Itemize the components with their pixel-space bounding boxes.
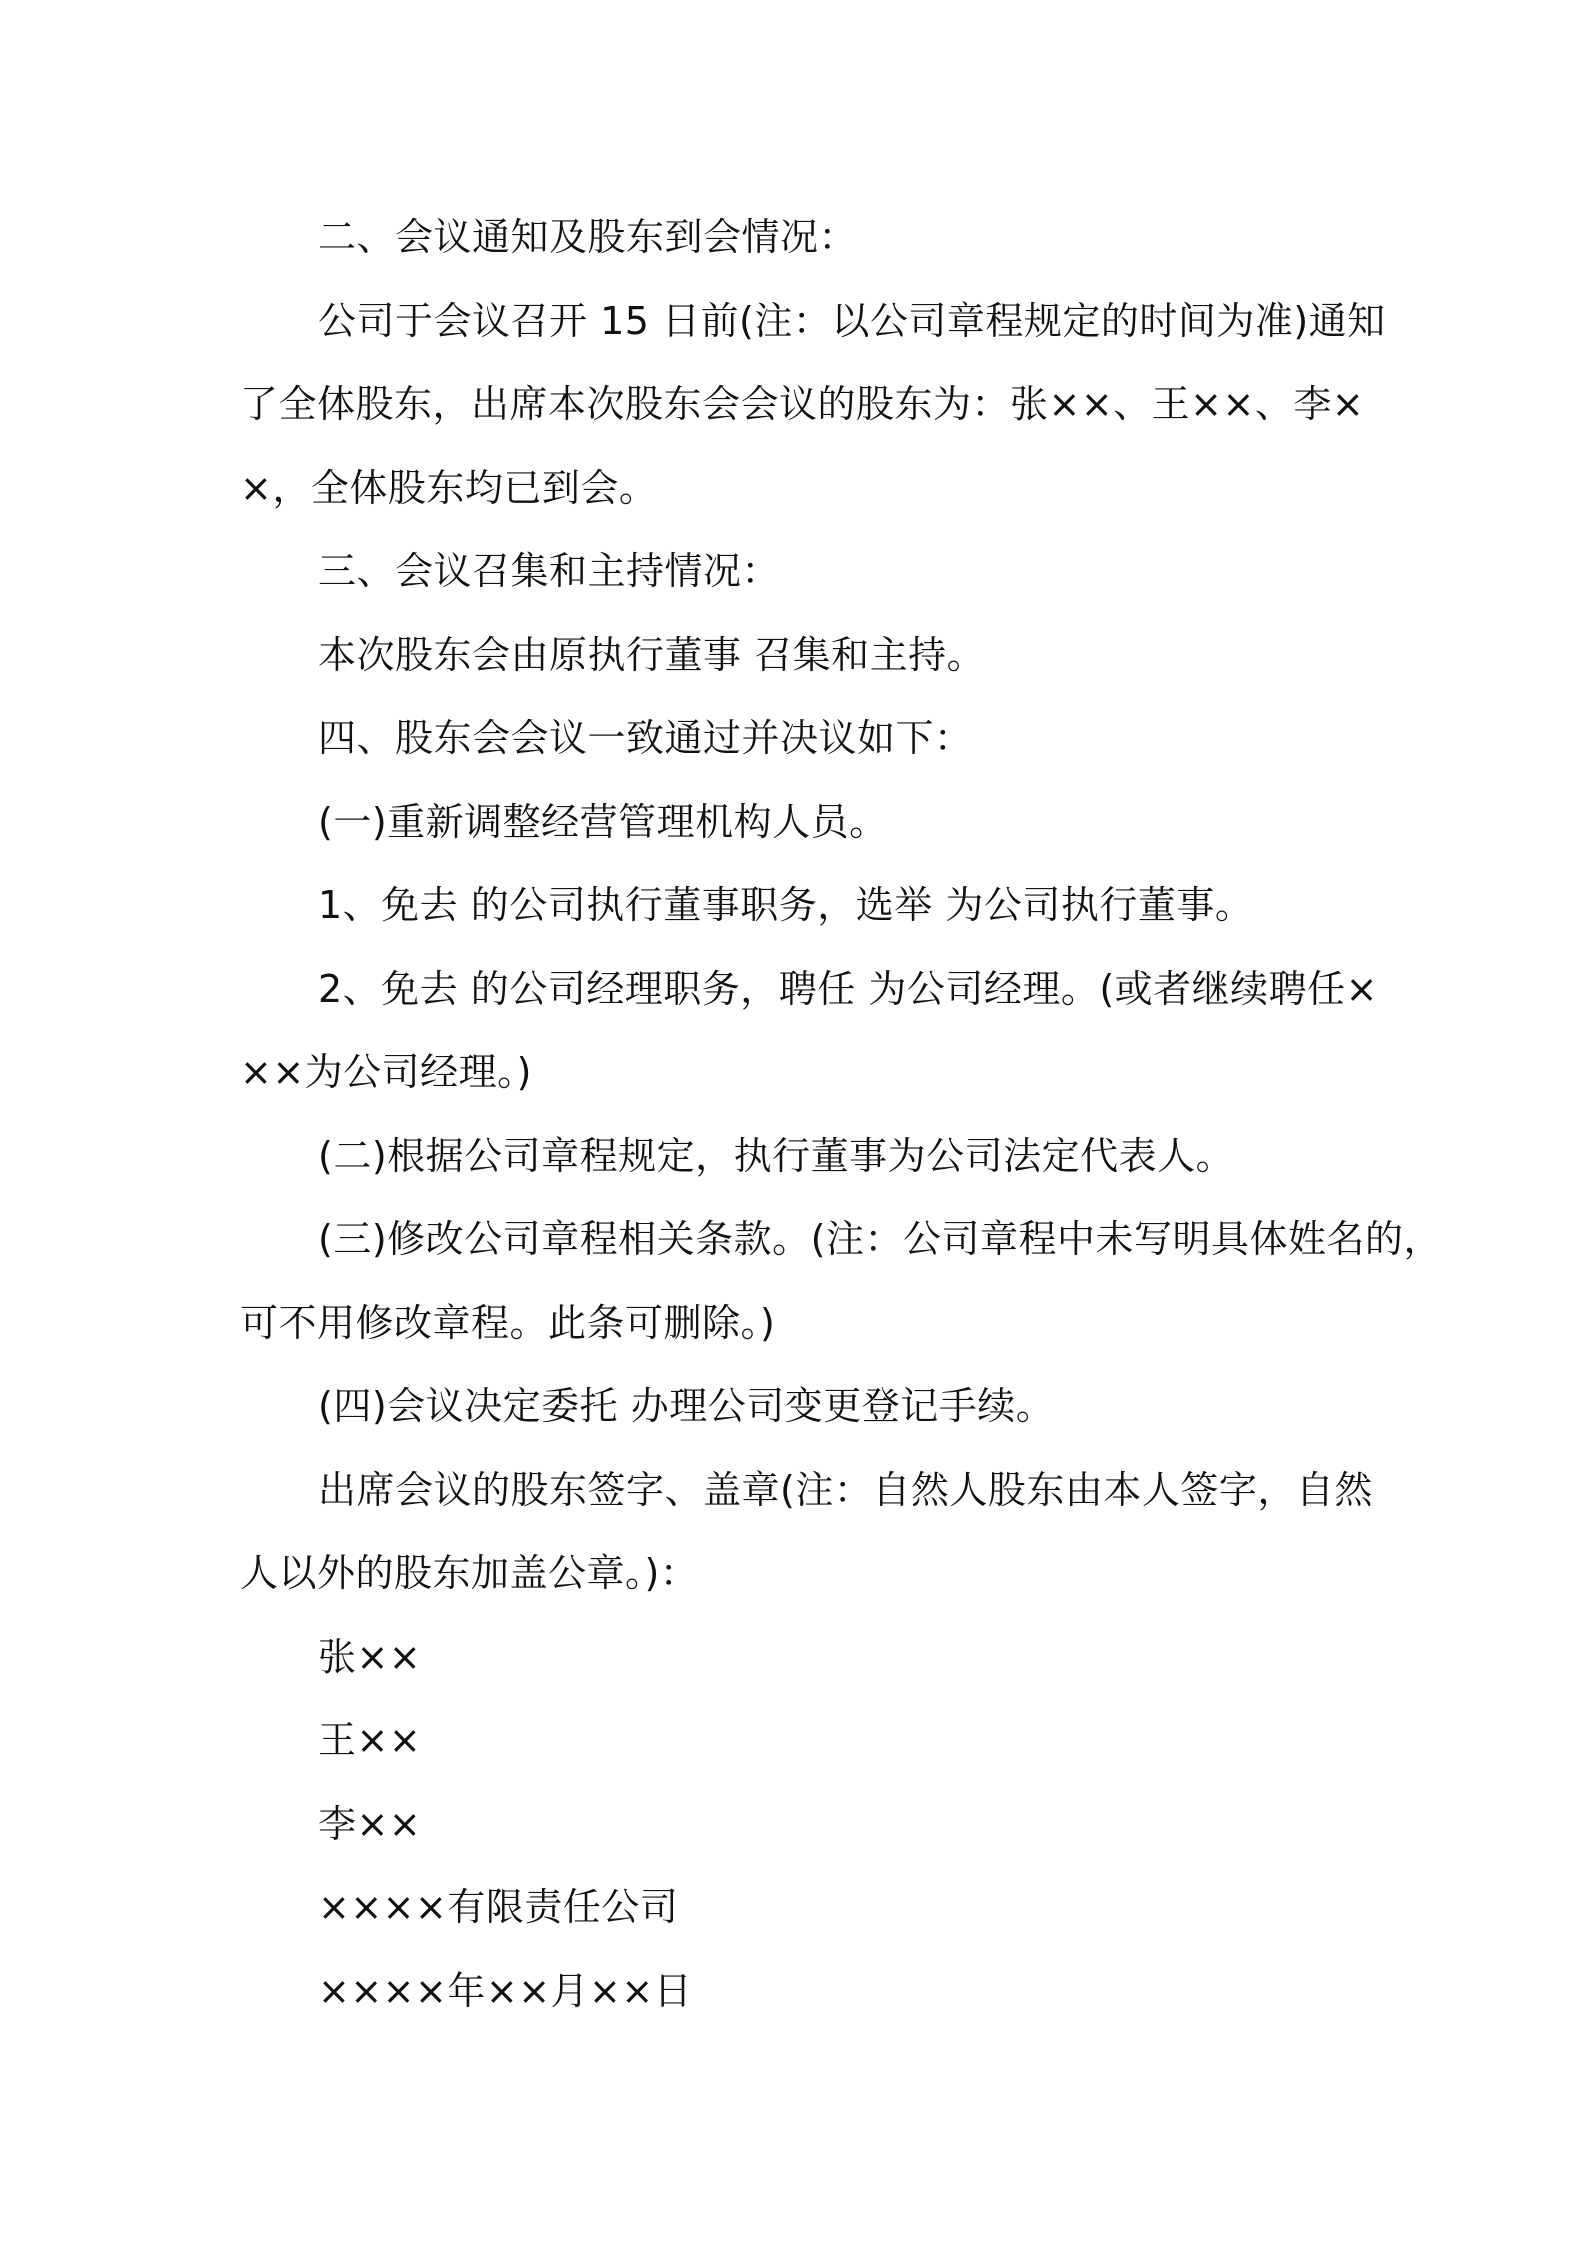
resolution-item-1: (一)重新调整经营管理机构人员。 <box>318 799 888 844</box>
section-heading-resolutions: 四、股东会会议一致通过并决议如下： <box>318 716 973 760</box>
signatory-name: 张×× <box>318 1634 422 1679</box>
paragraph-line: ××为公司经理。) <box>240 1050 533 1094</box>
resolution-subitem-1: 1、免去 的公司执行董事职务，选举 为公司执行董事。 <box>318 883 1254 927</box>
document-date: ××××年××月××日 <box>318 1968 693 2013</box>
paragraph-line: 可不用修改章程。此条可删除。) <box>240 1300 776 1345</box>
resolution-item-2: (二)根据公司章程规定，执行董事为公司法定代表人。 <box>318 1133 1235 1178</box>
paragraph-line: 公司于会议召开 15 日前(注：以公司章程规定的时间为准)通知 <box>318 298 1386 343</box>
resolution-item-3: (三)修改公司章程相关条款。(注：公司章程中未写明具体姓名的， <box>318 1217 1442 1261</box>
signatory-name: 王×× <box>318 1718 422 1762</box>
signature-instruction: 出席会议的股东签字、盖章(注：自然人股东由本人签字，自然 <box>318 1467 1373 1512</box>
resolution-item-4: (四)会议决定委托 办理公司变更登记手续。 <box>318 1384 1055 1428</box>
paragraph-line: 本次股东会由原执行董事 召集和主持。 <box>318 632 986 677</box>
signatory-name: 李×× <box>318 1801 422 1846</box>
section-heading-notice: 二、会议通知及股东到会情况： <box>318 215 858 259</box>
document-body <box>240 196 1442 2033</box>
paragraph-line: 人以外的股东加盖公章。)： <box>240 1551 699 1595</box>
paragraph-line: ×，全体股东均已到会。 <box>240 465 658 510</box>
resolution-subitem-2: 2、免去 的公司经理职务，聘任 为公司经理。(或者继续聘任× <box>318 966 1379 1011</box>
paragraph-line: 了全体股东，出席本次股东会会议的股东为：张××、王××、李× <box>240 382 1365 426</box>
section-heading-convene: 三、会议召集和主持情况： <box>318 549 781 593</box>
company-name: ××××有限责任公司 <box>318 1885 679 1929</box>
